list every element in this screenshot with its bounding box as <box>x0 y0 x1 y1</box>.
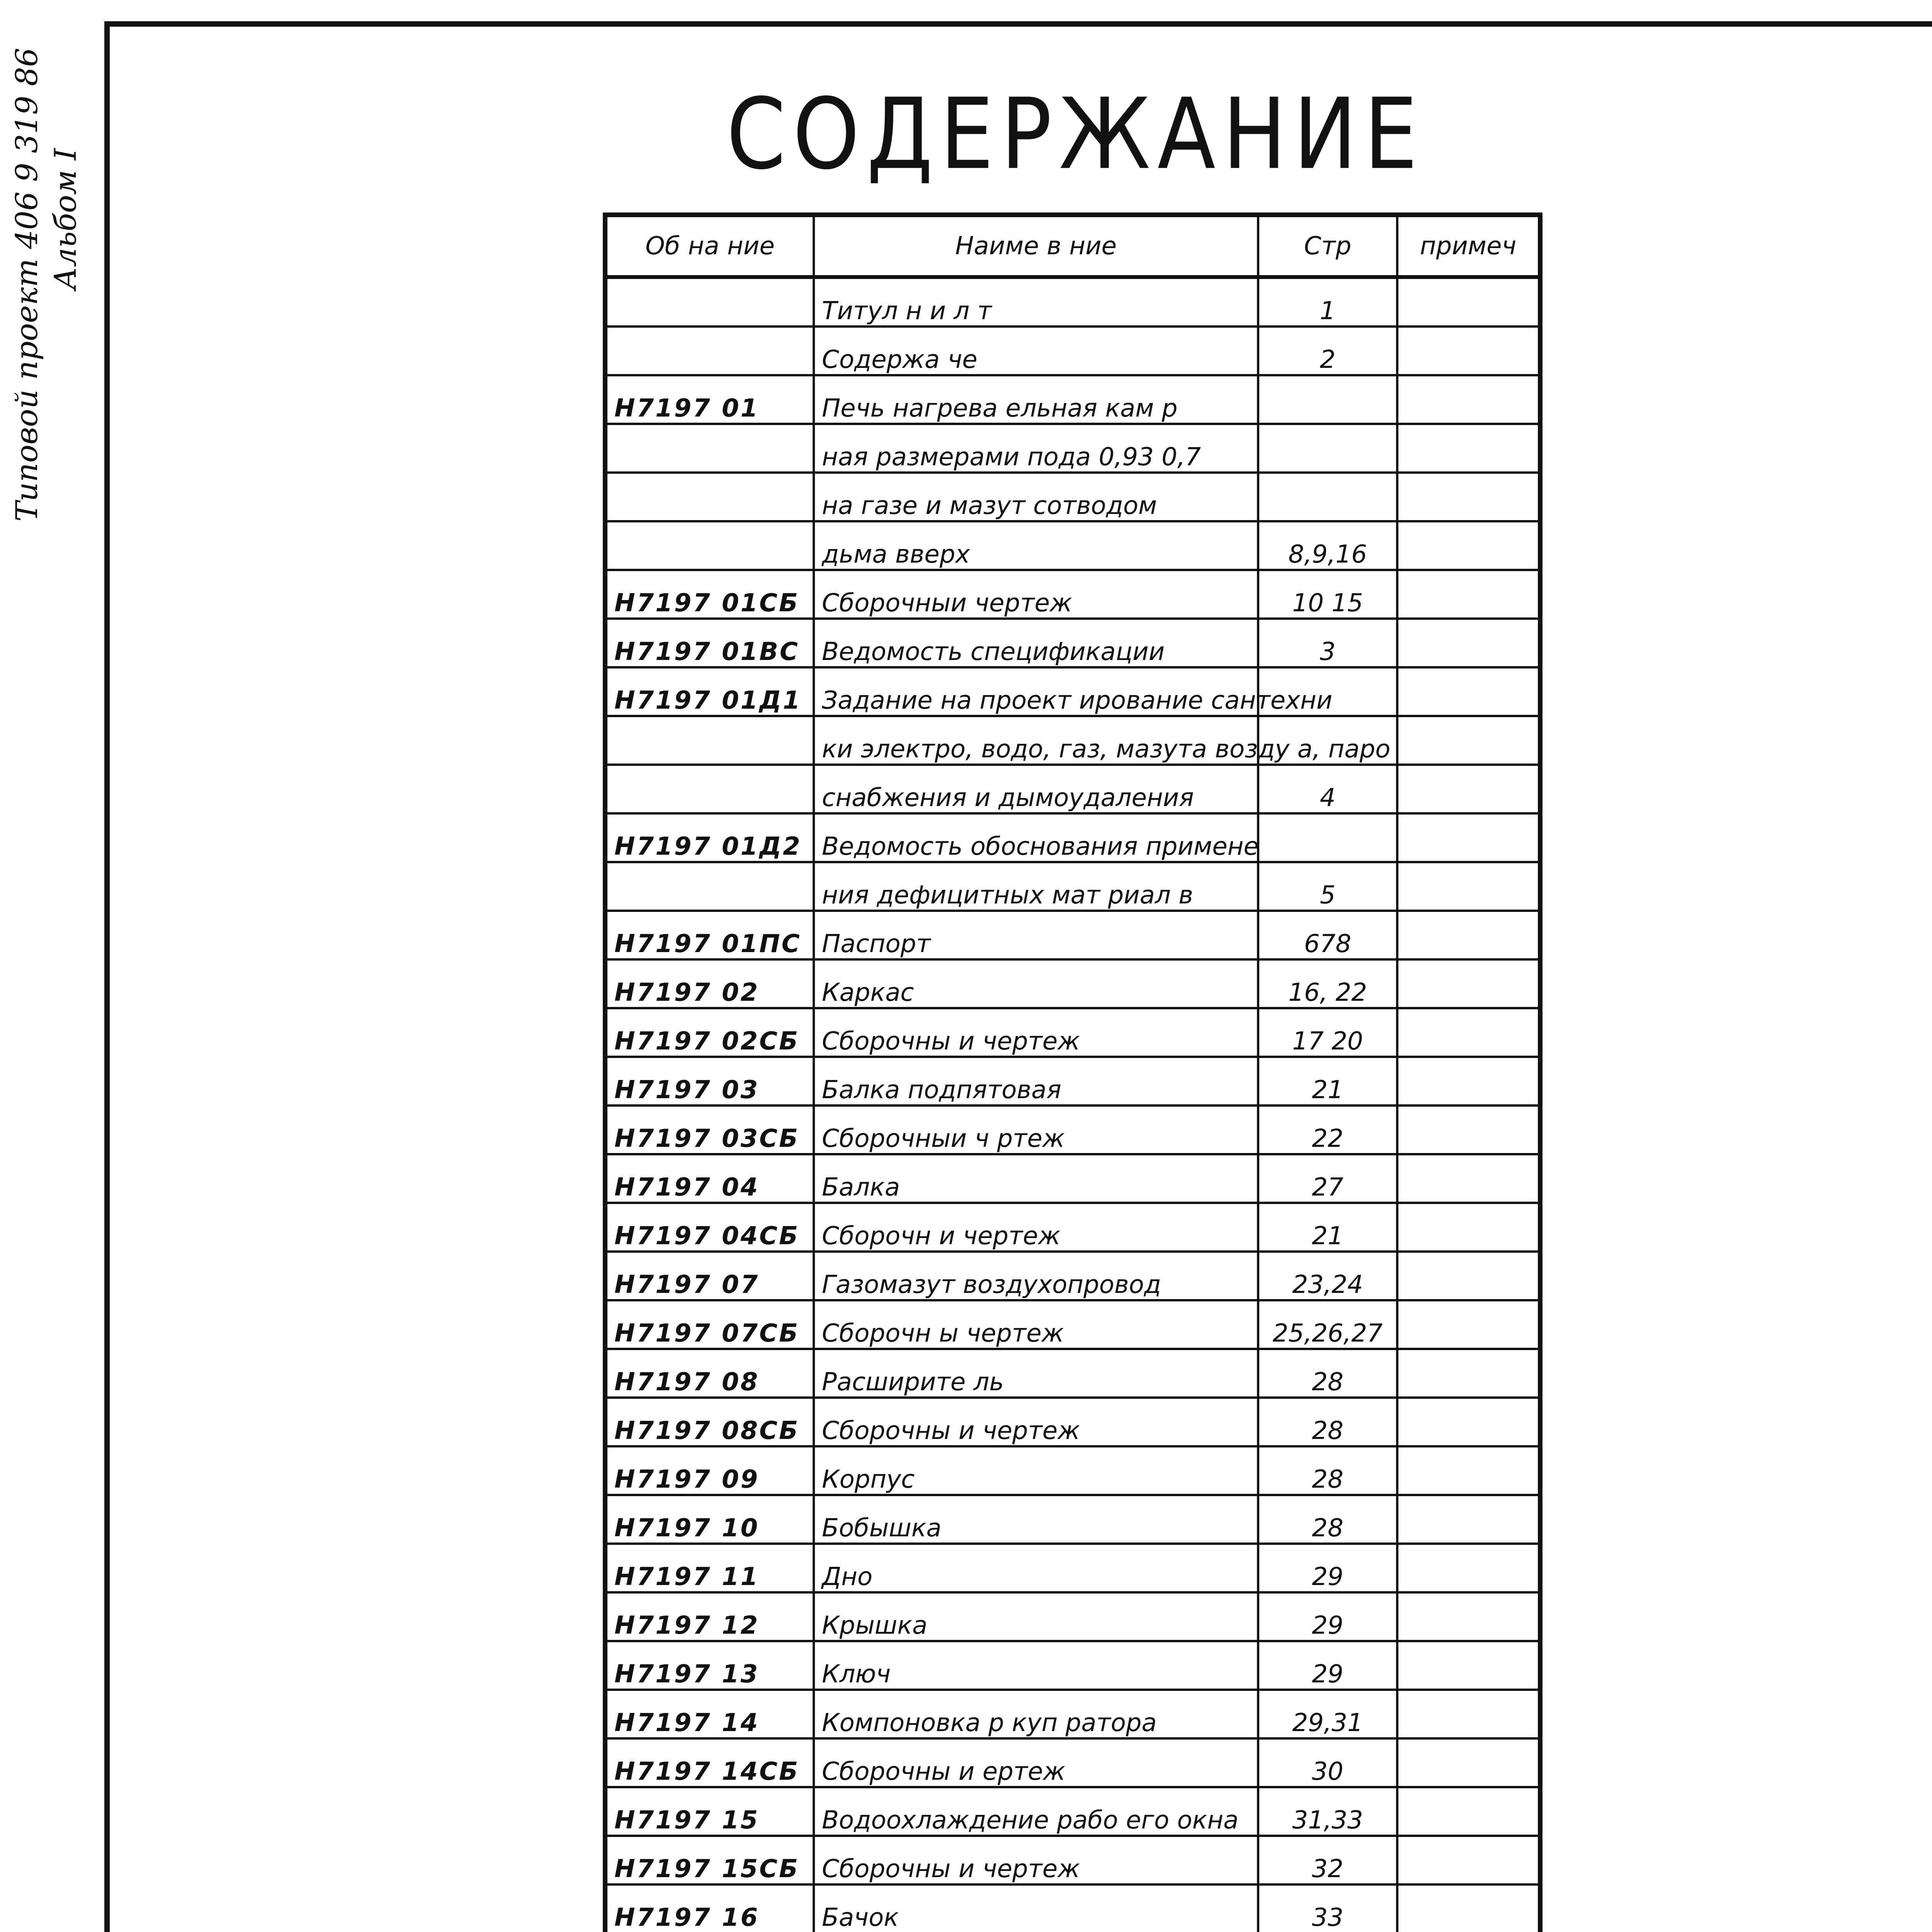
cell-page: 10 15 <box>1258 570 1397 619</box>
table-row <box>605 1203 1540 1252</box>
cell-name: Расширите ль <box>814 1349 1258 1398</box>
cell-designation <box>605 327 814 375</box>
cell-designation: Н7197 01Д2 <box>605 813 814 862</box>
table-row <box>605 1398 1540 1446</box>
cell-designation: Н7197 04 <box>605 1154 814 1203</box>
cell-designation: Н7197 12 <box>605 1592 814 1641</box>
cell-name: Компоновка р куп ратора <box>814 1690 1258 1738</box>
table-row <box>605 1057 1540 1105</box>
cell-name: Сборочн ы чертеж <box>814 1300 1258 1349</box>
cell-designation <box>605 424 814 473</box>
table-row <box>605 570 1540 619</box>
cell-designation: Н7197 03 <box>605 1057 814 1105</box>
table-row <box>605 1252 1540 1300</box>
cell-page: 3 <box>1258 619 1397 667</box>
cell-designation: Н7197 16 <box>605 1884 814 1932</box>
cell-page: 29,31 <box>1258 1690 1397 1738</box>
header-name: Наиме в ние <box>814 215 1258 277</box>
table-row <box>605 1105 1540 1154</box>
cell-note <box>1397 1252 1540 1300</box>
cell-name: Сборочны и чертеж <box>814 1836 1258 1884</box>
cell-designation: Н7197 01ВС <box>605 619 814 667</box>
table-row <box>605 1544 1540 1592</box>
cell-designation: Н7197 02 <box>605 959 814 1008</box>
cell-designation: Н7197 14СБ <box>605 1738 814 1787</box>
table-row <box>605 1641 1540 1690</box>
table-row <box>605 813 1540 862</box>
cell-name: снабжения и дымоудаления <box>814 765 1258 813</box>
table-row <box>605 1446 1540 1495</box>
contents-table <box>603 213 1543 1932</box>
cell-name: Корпус <box>814 1446 1258 1495</box>
side-stamp-project: Типовой проект 406 9 319 86 <box>10 48 44 522</box>
cell-note <box>1397 521 1540 570</box>
cell-name: Газомазут воздухопровод <box>814 1252 1258 1300</box>
table-row <box>605 862 1540 911</box>
table-row <box>605 1836 1540 1884</box>
cell-page: 28 <box>1258 1398 1397 1446</box>
table-row <box>605 1787 1540 1836</box>
table-row <box>605 1690 1540 1738</box>
table-row <box>605 959 1540 1008</box>
cell-note <box>1397 1495 1540 1544</box>
cell-name: Задание на проект ирование сантехни <box>814 667 1258 716</box>
cell-name: Ведомость спецификации <box>814 619 1258 667</box>
cell-note <box>1397 277 1540 327</box>
cell-page: 32 <box>1258 1836 1397 1884</box>
cell-designation: Н7197 07СБ <box>605 1300 814 1349</box>
cell-designation <box>605 473 814 521</box>
cell-page: 27 <box>1258 1154 1397 1203</box>
cell-page: 678 <box>1258 911 1397 959</box>
cell-page: 28 <box>1258 1349 1397 1398</box>
cell-name: Балка подпятовая <box>814 1057 1258 1105</box>
cell-designation: Н7197 11 <box>605 1544 814 1592</box>
cell-designation: Н7197 13 <box>605 1641 814 1690</box>
cell-page: 28 <box>1258 1446 1397 1495</box>
cell-note <box>1397 424 1540 473</box>
cell-name: Сборочн и чертеж <box>814 1203 1258 1252</box>
cell-name: Дно <box>814 1544 1258 1592</box>
cell-page <box>1258 473 1397 521</box>
cell-designation: Н7197 08СБ <box>605 1398 814 1446</box>
cell-note <box>1397 1008 1540 1057</box>
cell-note <box>1397 1349 1540 1398</box>
table-row <box>605 424 1540 473</box>
table-row <box>605 277 1540 327</box>
cell-note <box>1397 1690 1540 1738</box>
cell-designation <box>605 716 814 765</box>
cell-name: ная размерами пода 0,93 0,7 <box>814 424 1258 473</box>
cell-note <box>1397 1884 1540 1932</box>
cell-page: 2 <box>1258 327 1397 375</box>
cell-page: 25,26,27 <box>1258 1300 1397 1349</box>
cell-page: 5 <box>1258 862 1397 911</box>
cell-note <box>1397 1105 1540 1154</box>
table-row <box>605 716 1540 765</box>
cell-note <box>1397 765 1540 813</box>
cell-note <box>1397 1641 1540 1690</box>
cell-page: 8,9,16 <box>1258 521 1397 570</box>
cell-designation: Н7197 01Д1 <box>605 667 814 716</box>
cell-page: 16, 22 <box>1258 959 1397 1008</box>
cell-designation: Н7197 01 <box>605 375 814 424</box>
side-stamp-album: Альбом I <box>48 148 83 290</box>
cell-designation: Н7197 01СБ <box>605 570 814 619</box>
cell-designation: Н7197 03СБ <box>605 1105 814 1154</box>
cell-page <box>1258 813 1397 862</box>
table-row <box>605 1738 1540 1787</box>
cell-designation: Н7197 02СБ <box>605 1008 814 1057</box>
cell-name: Содержа че <box>814 327 1258 375</box>
table-row <box>605 619 1540 667</box>
table-header-row <box>605 215 1540 277</box>
cell-note <box>1397 473 1540 521</box>
cell-name: Сборочны и ертеж <box>814 1738 1258 1787</box>
cell-page: 28 <box>1258 1495 1397 1544</box>
cell-note <box>1397 1300 1540 1349</box>
cell-designation: Н7197 01ПС <box>605 911 814 959</box>
cell-page: 29 <box>1258 1544 1397 1592</box>
cell-designation: Н7197 14 <box>605 1690 814 1738</box>
header-note: примеч <box>1397 215 1540 277</box>
table-row <box>605 327 1540 375</box>
table-row <box>605 375 1540 424</box>
cell-note <box>1397 667 1540 716</box>
cell-name: на газе и мазут сотводом <box>814 473 1258 521</box>
table-row <box>605 911 1540 959</box>
cell-designation: Н7197 08 <box>605 1349 814 1398</box>
cell-designation <box>605 521 814 570</box>
cell-page: 17 20 <box>1258 1008 1397 1057</box>
cell-designation: Н7197 09 <box>605 1446 814 1495</box>
cell-name: дьма вверх <box>814 521 1258 570</box>
cell-note <box>1397 1203 1540 1252</box>
cell-page: 29 <box>1258 1641 1397 1690</box>
cell-name: Сборочны и чертеж <box>814 1398 1258 1446</box>
table-row <box>605 1884 1540 1932</box>
cell-name: Сборочны и чертеж <box>814 1008 1258 1057</box>
header-page: Стр <box>1258 215 1397 277</box>
cell-designation <box>605 862 814 911</box>
cell-designation <box>605 277 814 327</box>
cell-name: Паспорт <box>814 911 1258 959</box>
cell-name: ки электро, водо, газ, мазута возду а, паро <box>814 716 1258 765</box>
cell-note <box>1397 570 1540 619</box>
table-row <box>605 1592 1540 1641</box>
table-row <box>605 473 1540 521</box>
cell-page <box>1258 375 1397 424</box>
cell-designation: Н7197 15СБ <box>605 1836 814 1884</box>
table-row <box>605 667 1540 716</box>
cell-note <box>1397 327 1540 375</box>
cell-note <box>1397 959 1540 1008</box>
cell-page: 23,24 <box>1258 1252 1397 1300</box>
cell-note <box>1397 813 1540 862</box>
cell-note <box>1397 862 1540 911</box>
table-row <box>605 521 1540 570</box>
cell-name: Балка <box>814 1154 1258 1203</box>
cell-note <box>1397 1544 1540 1592</box>
cell-name: Сборочныи ч ртеж <box>814 1105 1258 1154</box>
cell-name: Печь нагрева ельная кам р <box>814 375 1258 424</box>
cell-note <box>1397 619 1540 667</box>
table-row <box>605 765 1540 813</box>
cell-designation: Н7197 04СБ <box>605 1203 814 1252</box>
cell-designation <box>605 765 814 813</box>
cell-note <box>1397 1592 1540 1641</box>
cell-note <box>1397 1446 1540 1495</box>
cell-note <box>1397 375 1540 424</box>
table-row <box>605 1349 1540 1398</box>
page-title: СОДЕРЖАНИЕ <box>726 77 1425 191</box>
cell-name: Каркас <box>814 959 1258 1008</box>
cell-designation: Н7197 10 <box>605 1495 814 1544</box>
header-designation: Об на ние <box>605 215 814 277</box>
cell-page: 4 <box>1258 765 1397 813</box>
cell-note <box>1397 1154 1540 1203</box>
cell-name: Бачок <box>814 1884 1258 1932</box>
cell-name: ния дефицитных мат риал в <box>814 862 1258 911</box>
cell-page: 1 <box>1258 277 1397 327</box>
cell-note <box>1397 1836 1540 1884</box>
cell-note <box>1397 1738 1540 1787</box>
cell-name: Ключ <box>814 1641 1258 1690</box>
cell-designation: Н7197 15 <box>605 1787 814 1836</box>
cell-name: Титул н и л т <box>814 277 1258 327</box>
cell-page: 21 <box>1258 1203 1397 1252</box>
side-stamp <box>8 48 85 522</box>
cell-designation: Н7197 07 <box>605 1252 814 1300</box>
cell-page: 21 <box>1258 1057 1397 1105</box>
cell-page <box>1258 424 1397 473</box>
cell-name: Крышка <box>814 1592 1258 1641</box>
cell-page: 33 <box>1258 1884 1397 1932</box>
cell-note <box>1397 1057 1540 1105</box>
table-row <box>605 1008 1540 1057</box>
cell-page: 30 <box>1258 1738 1397 1787</box>
cell-note <box>1397 1398 1540 1446</box>
table-row <box>605 1154 1540 1203</box>
table-row <box>605 1300 1540 1349</box>
cell-page: 22 <box>1258 1105 1397 1154</box>
cell-name: Бобышка <box>814 1495 1258 1544</box>
cell-page: 29 <box>1258 1592 1397 1641</box>
cell-name: Водоохлаждение рабо его окна <box>814 1787 1258 1836</box>
cell-note <box>1397 1787 1540 1836</box>
cell-page: 31,33 <box>1258 1787 1397 1836</box>
cell-name: Ведомость обоснования примене <box>814 813 1258 862</box>
cell-note <box>1397 911 1540 959</box>
cell-name: Сборочныи чертеж <box>814 570 1258 619</box>
table-row <box>605 1495 1540 1544</box>
cell-note <box>1397 716 1540 765</box>
